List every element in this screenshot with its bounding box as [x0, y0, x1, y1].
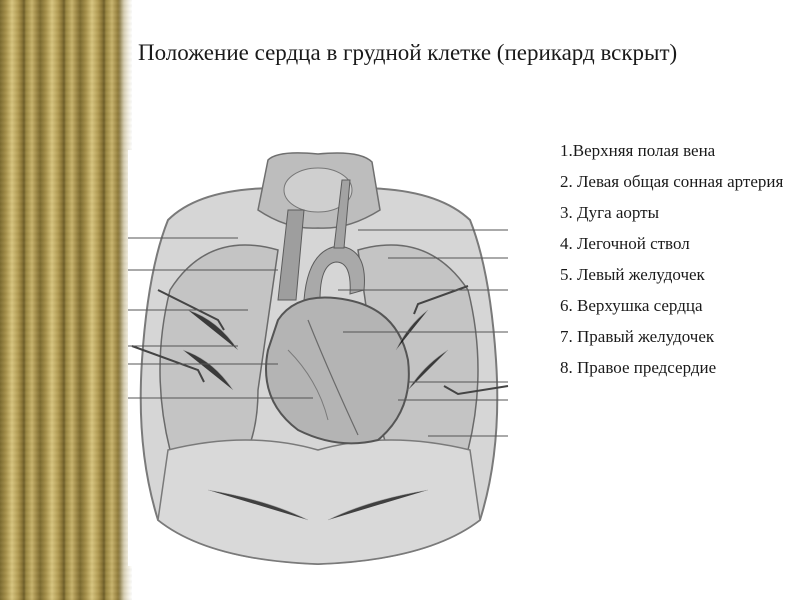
- legend-item: 8. Правое предсердие: [560, 358, 717, 377]
- legend-item: 7. Правый желудочек: [560, 327, 715, 346]
- legend-list: [560, 140, 790, 388]
- legend-item: 4. Легочной ствол: [560, 234, 690, 253]
- heart: [266, 298, 409, 444]
- legend-item: 6. Верхушка сердца: [560, 296, 703, 315]
- legend-item: 3. Дуга аорты: [560, 203, 660, 222]
- legend-item: 5. Левый желудочек: [560, 265, 705, 284]
- legend-item: 2. Левая общая сонная артерия: [560, 172, 784, 191]
- heart-illustration: [128, 150, 510, 566]
- legend-item: 1.Верхняя полая вена: [560, 141, 716, 160]
- decorative-column: [0, 0, 132, 600]
- slide-title: Положение сердца в грудной клетке (перикард вскрыт): [138, 40, 678, 65]
- diaphragm: [158, 440, 480, 564]
